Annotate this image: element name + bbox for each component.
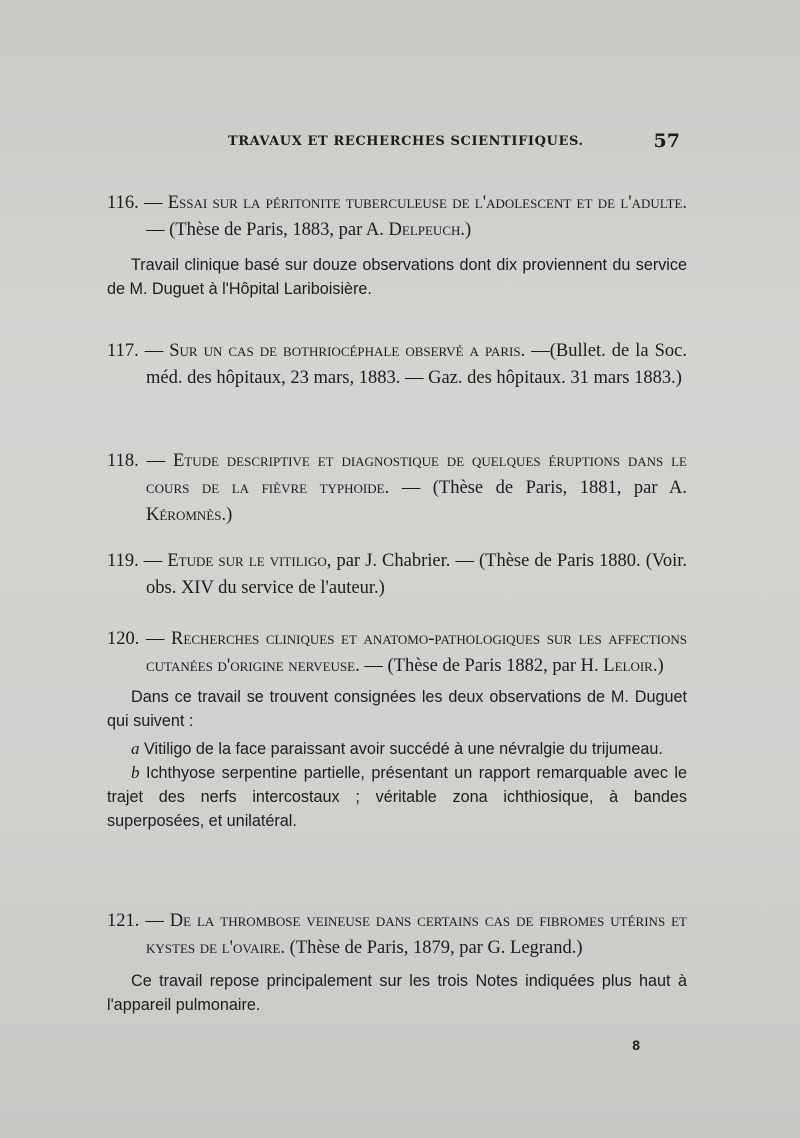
entry-number: 120.	[107, 629, 140, 649]
entry-119	[107, 548, 687, 602]
entry-heading	[107, 448, 687, 529]
signature-mark: 8	[632, 1037, 640, 1053]
entry-number: 117.	[107, 341, 139, 361]
entry-title: — Etude sur le vitiligo,	[143, 551, 332, 571]
entry-title: — Sur un cas de bothriocéphale observé a paris.	[144, 341, 526, 361]
entry-citation-end: .)	[460, 220, 472, 240]
subitem-letter: a	[131, 739, 140, 758]
entry-number: 121.	[107, 911, 140, 931]
entry-author: Delpeuch	[388, 220, 461, 240]
subitem-letter: b	[131, 763, 140, 782]
running-header	[228, 130, 680, 154]
subitem-text: Vitiligo de la face paraissant avoir succédé à une névralgie du trijumeau.	[139, 740, 663, 758]
entry-citation: —(Bullet. de la Soc. méd. des hôpitaux, 23 mars, 1883. — Gaz. des hôpitaux. 31 mars 1883.)	[146, 341, 687, 388]
entry-116	[107, 190, 687, 301]
entry-heading	[107, 548, 687, 602]
entry-117	[107, 338, 687, 392]
entry-121	[107, 908, 687, 1017]
entry-summary: Travail clinique basé sur douze observations dont dix proviennent du service de M. Duguet à l'Hôpital Lariboisière.	[107, 256, 687, 298]
subitem-a	[107, 737, 687, 761]
entry-summary: Ce travail repose principalement sur les trois Notes indiquées plus haut à l'appareil pulmonaire.	[107, 972, 687, 1014]
entry-citation: — (Thèse de Paris 1882, par H.	[359, 656, 604, 676]
entry-number: 119.	[107, 551, 139, 571]
entry-heading	[107, 908, 687, 962]
entry-number: 116.	[107, 193, 139, 213]
entry-summary: Dans ce travail se trouvent consignées les deux observations de M. Duguet qui suivent :	[107, 688, 687, 730]
entry-title: — De la thrombose veineuse dans certains cas de fibromes utérins et kystes de l'ovaire.	[145, 911, 687, 958]
entry-heading	[107, 626, 687, 680]
subitem-b	[107, 761, 687, 833]
running-title: TRAVAUX ET RECHERCHES SCIENTIFIQUES.	[228, 134, 584, 149]
entry-author: Kéromnès	[146, 505, 222, 525]
entry-118	[107, 448, 687, 529]
entry-title: — Etude descriptive et diagnostique de quelques éruptions dans le cours de la fièvre typhoide.	[146, 451, 688, 498]
entry-author: Leloir	[603, 656, 653, 676]
entry-citation: — (Thèse de Paris, 1881, par A.	[389, 478, 687, 498]
entry-citation: par J. Chabrier. — (Thèse de Paris 1880. (Voir. obs. XIV du service de l'auteur.)	[146, 551, 688, 598]
entry-title: — Essai sur la péritonite tuberculeuse de l'adolescent et de l'adulte.	[143, 193, 688, 213]
page-number: 57	[653, 130, 680, 152]
entry-title: — Recherches cliniques et anatomo-pathologiques sur les affections cutanées d'origine nerveuse.	[145, 629, 687, 676]
entry-number: 118.	[107, 451, 139, 471]
entry-120	[107, 626, 687, 833]
subitem-text: Ichthyose serpentine partielle, présentant un rapport remarquable avec le trajet des nerfs intercostaux ; véritable zona ichthiosique, à bandes superposées, et unilatéral.	[107, 764, 687, 830]
entry-citation: — (Thèse de Paris, 1883, par A.	[146, 220, 389, 240]
entry-heading	[107, 338, 687, 392]
entry-citation-end: .)	[221, 505, 233, 525]
entry-citation: (Thèse de Paris, 1879, par G. Legrand.)	[285, 938, 583, 958]
entry-heading	[107, 190, 687, 244]
entry-citation-end: .)	[652, 656, 664, 676]
